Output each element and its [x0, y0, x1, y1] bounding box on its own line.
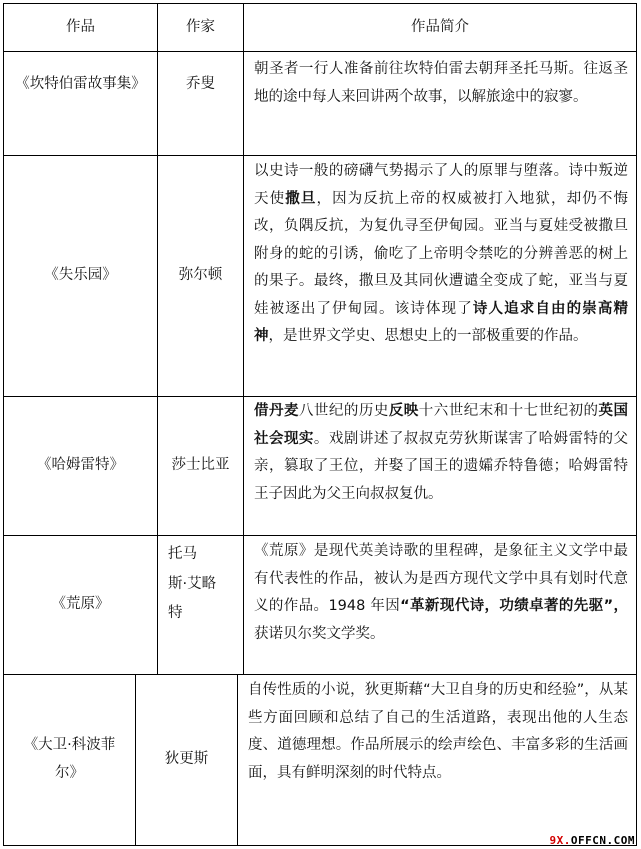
- row-author: 莎士比亚: [171, 457, 230, 474]
- row-work: 《哈姆雷特》: [37, 457, 124, 474]
- summary-text: 以史诗一般的磅礴气势揭示了人的原罪与堕落。诗中叛逆天使: [254, 163, 628, 207]
- row-summary: [238, 675, 636, 845]
- summary-bold-text: 诗人追求自由的崇高精神: [254, 300, 629, 345]
- summary-text: ，是世界文学史、思想史上的一部极重要的作品。: [268, 328, 588, 345]
- summary-text: 自传性质的小说，狄更斯藉“大卫自身的历史和经验”，从某些方面回顾和总结了自己的生活道路，表现出他的人生态度、道德理想。作品所展示的绘声绘色、丰富多彩的生活画面，具有鲜明深刻的时代特点。: [248, 682, 628, 781]
- header-summary: 作品简介: [411, 18, 469, 35]
- summary-bold-text: 借丹麦: [254, 403, 299, 419]
- summary-text: 《荒原》是现代英美诗歌的里程碑，是象征主义文学中最有代表性的作品，被认为是西方现代文学中具有划时代意义的作品。1948 年因: [254, 543, 628, 615]
- summary-text: ，因为反抗上帝的权威被打入地狱，却仍不悔改，负隅反抗，为复仇寻至伊甸园。亚当与夏娃受被撒旦附身的蛇的引诱，偷吃了上帝明令禁吃的分辨善恶的树上的果子。最终，撒旦及其同伙遭谴全变成了蛇，亚当与夏娃被逐出了伊甸园。该诗体现了: [254, 190, 629, 317]
- row-summary: [244, 156, 636, 396]
- row-work: 《失乐园》: [44, 267, 117, 284]
- summary-text: 获诺贝尔奖文学奖。: [254, 625, 385, 642]
- row-work: 《荒原》: [51, 596, 110, 613]
- row-summary: [244, 536, 636, 674]
- author-line: 斯·艾略: [168, 575, 217, 592]
- summary-text: 八世纪的历史: [298, 403, 389, 419]
- author-line: 特: [168, 605, 183, 622]
- row-author: 弥尔顿: [178, 267, 223, 284]
- row-summary: [244, 52, 636, 155]
- summary-text: 朝圣者一行人准备前往坎特伯雷去朝拜圣托马斯。往返圣地的途中每人来回讲两个故事，以解旅途中的寂寥。: [254, 61, 628, 105]
- watermark-part2: OFFCN.COM: [570, 834, 635, 847]
- header-author: 作家: [186, 18, 215, 35]
- summary-bold-text: 英国社会现实: [254, 403, 629, 447]
- row-author: 狄更斯: [164, 751, 209, 768]
- row-work: 《坎特伯雷故事集》: [15, 76, 146, 92]
- header-work: 作品: [66, 18, 95, 35]
- summary-bold-text: 反映: [388, 403, 419, 419]
- row-summary: [244, 397, 636, 535]
- summary-text: 十六世纪末和十七世纪初的: [418, 403, 599, 419]
- row-author: [158, 536, 243, 674]
- summary-text: 。戏剧讲述了叔叔克劳狄斯谋害了哈姆雷特的父亲，篡取了王位，并娶了国王的遗孀乔特鲁德；哈姆雷特王子因此为父王向叔叔复仇。: [254, 430, 629, 502]
- watermark-logo: [550, 834, 635, 847]
- work-line: 尔》: [55, 765, 84, 781]
- row-author: 乔叟: [186, 76, 215, 92]
- work-line: 《大卫·科波菲: [23, 737, 116, 754]
- summary-bold-text: “革新现代诗，功绩卓著的先驱”，: [400, 598, 629, 615]
- watermark-part1: 9X.: [549, 834, 571, 847]
- author-line: 托马: [168, 546, 197, 562]
- summary-bold-text: 撒旦: [285, 190, 317, 207]
- literature-table: [3, 3, 637, 846]
- row-work: [4, 675, 135, 845]
